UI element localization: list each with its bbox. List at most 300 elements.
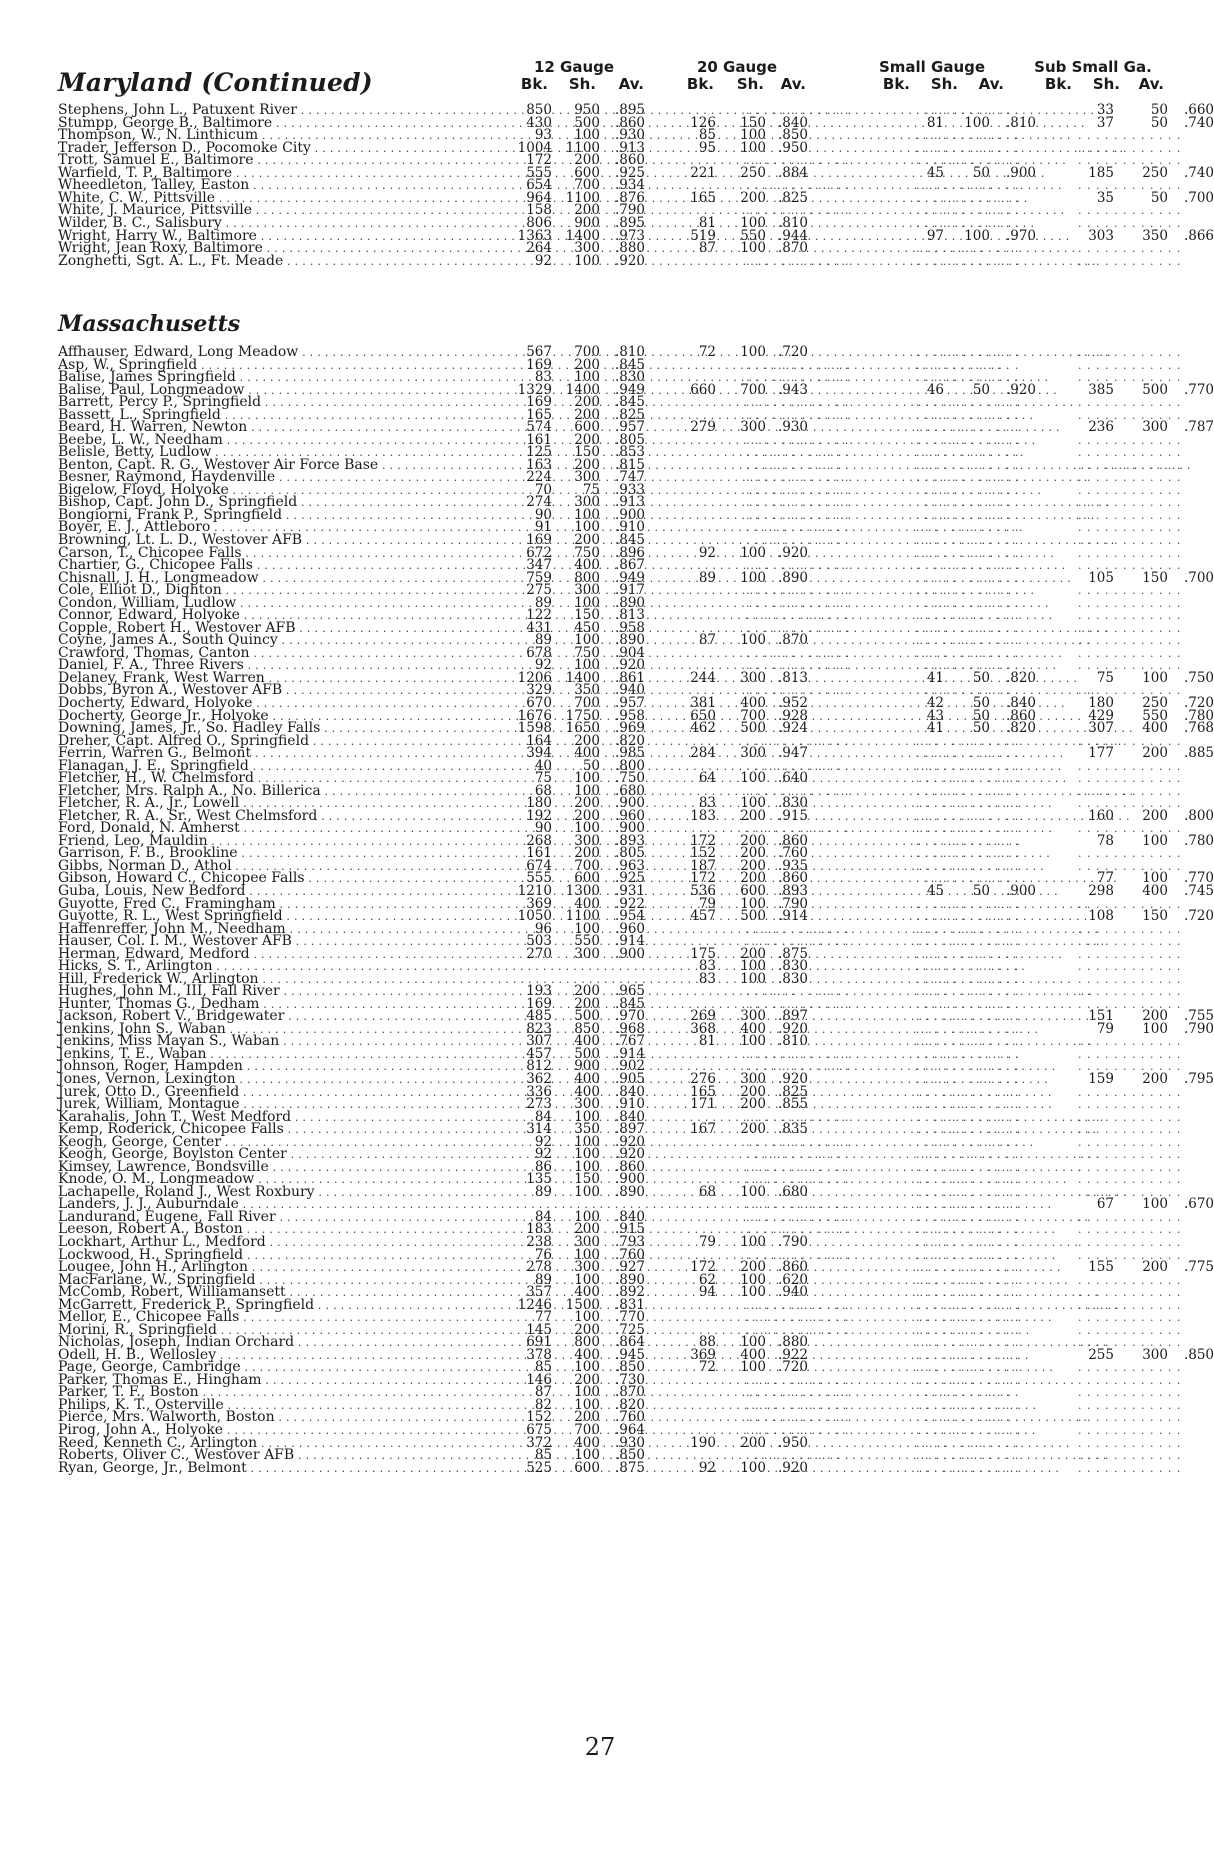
score-cell: .740 xyxy=(1183,115,1214,131)
score-cell: .902 xyxy=(614,1058,645,1074)
shooter-name: Fletcher, H., W. Chelmsford . . . xyxy=(58,772,504,785)
score-cell: 700 xyxy=(740,382,766,398)
shooter-name: Gibson, Howard C., Chicopee Falls . . . xyxy=(58,872,504,885)
score-cell: 89 xyxy=(534,595,552,611)
leader-dots: . . . . . . . . . . . . xyxy=(916,1336,1020,1349)
column-subheader: Sh. xyxy=(736,75,764,93)
score-cell: 1363 xyxy=(517,228,552,244)
shooter-name: Karahalis, John T., West Medford . . . xyxy=(58,1111,504,1124)
score-cell: 200 xyxy=(740,870,766,886)
score-cell: 800 xyxy=(574,570,600,586)
score-cell: 244 xyxy=(690,670,716,686)
score-cell: .740 xyxy=(1183,165,1214,181)
leader-dots: . . . . . . . . . . . . xyxy=(916,1299,1020,1312)
score-cell: 96 xyxy=(534,921,552,937)
shooter-name: Jackson, Robert V., Bridgewater . . . xyxy=(58,1010,504,1023)
table-row xyxy=(58,253,1182,269)
leader-dots: . . . . . . . . . . . . xyxy=(916,1098,1020,1111)
leader-dots: . . . . . . . . . . . . xyxy=(746,559,850,572)
score-cell: 1598 xyxy=(517,720,552,736)
leader-dots: . . . . . . . . . . . . xyxy=(916,735,1020,748)
score-cell: 400 xyxy=(1142,883,1168,899)
score-cell: 555 xyxy=(526,165,552,181)
leader-dots: . . . . . . . . . . . . xyxy=(746,521,850,534)
score-cell: .793 xyxy=(614,1234,645,1250)
score-cell: 89 xyxy=(534,1184,552,1200)
score-cell: 525 xyxy=(526,1460,552,1476)
score-cell: 1004 xyxy=(517,140,552,156)
score-cell: .780 xyxy=(1183,833,1214,849)
score-cell: 50 xyxy=(972,382,990,398)
shooter-name: Stephens, John L., Patuxent River . . . xyxy=(58,104,504,117)
leader-dots: . . . . . . . . . . . . xyxy=(1078,1424,1182,1437)
shooter-name: Hughes, John M., III, Fall River . . . xyxy=(58,985,504,998)
leader-dots: . . . . . . . . . . . . xyxy=(916,584,1020,597)
leader-dots: . . . . . . . . . . . . xyxy=(1078,1299,1182,1312)
score-cell: 1329 xyxy=(517,382,552,398)
leader-dots: . . . . . . . . . . . . xyxy=(746,1048,850,1061)
leader-dots: . . . . . . . . . . . . xyxy=(1078,1173,1182,1186)
leader-dots: . . . . . . . . . . . . xyxy=(916,973,1020,986)
score-cell: .928 xyxy=(777,708,808,724)
score-cell: 165 xyxy=(690,1084,716,1100)
score-cell: .920 xyxy=(614,253,645,269)
score-cell: 200 xyxy=(740,190,766,206)
shooter-name: Fletcher, R. A., Jr., Lowell . . . xyxy=(58,797,504,810)
score-cell: .930 xyxy=(777,419,808,435)
leader-dots: . . . . . . . . . . . . xyxy=(746,509,850,522)
score-cell: 1676 xyxy=(517,708,552,724)
shooter-name: Daniel, F. A., Three Rivers . . . xyxy=(58,659,504,672)
score-cell: 125 xyxy=(526,444,552,460)
score-cell: 200 xyxy=(740,1084,766,1100)
score-cell: 152 xyxy=(690,845,716,861)
score-cell: 250 xyxy=(1142,695,1168,711)
score-cell: 46 xyxy=(926,382,944,398)
shooter-name: Hill, Frederick W., Arlington . . . xyxy=(58,973,504,986)
score-cell: .866 xyxy=(1183,228,1214,244)
leader-dots: . . . . . . . . . . . . xyxy=(746,785,850,798)
score-cell: 42 xyxy=(926,695,944,711)
shooter-name: Keogh, George, Center . . . xyxy=(58,1136,504,1149)
score-cell: 200 xyxy=(574,432,600,448)
score-cell: 200 xyxy=(574,357,600,373)
leader-dots: . . . . . . . . . . . . xyxy=(746,1223,850,1236)
score-cell: 385 xyxy=(1088,382,1114,398)
score-cell: 555 xyxy=(526,870,552,886)
leader-dots: . . . . . . . . . . . . xyxy=(746,1386,850,1399)
score-cell: 70 xyxy=(534,482,552,498)
score-cell: .890 xyxy=(614,1272,645,1288)
score-cell: .890 xyxy=(777,570,808,586)
score-cell: .935 xyxy=(777,858,808,874)
shooter-name: Bongiorni, Frank P., Springfield . . . xyxy=(58,509,504,522)
score-cell: .917 xyxy=(614,582,645,598)
shooter-name: Docherty, George Jr., Holyoke . . . xyxy=(58,710,504,723)
leader-dots: . . . . . . . . . . . . xyxy=(746,255,850,268)
score-cell: 700 xyxy=(574,858,600,874)
score-cell: 193 xyxy=(526,983,552,999)
score-cell: .900 xyxy=(614,1171,645,1187)
score-cell: 200 xyxy=(574,1409,600,1425)
score-cell: 150 xyxy=(574,444,600,460)
table-row xyxy=(58,394,1182,410)
leader-dots: . . . . . . . . . . . . xyxy=(1078,1211,1182,1224)
score-cell: .914 xyxy=(777,908,808,924)
leader-dots: . . . . . . . . . . . . xyxy=(1078,346,1182,359)
score-cell: 200 xyxy=(740,1435,766,1451)
score-cell: .825 xyxy=(777,190,808,206)
score-cell: .958 xyxy=(614,708,645,724)
score-cell: 50 xyxy=(972,708,990,724)
score-cell: 300 xyxy=(1142,419,1168,435)
shooter-name: Fletcher, R. A., Sr., West Chelmsford . . . xyxy=(58,810,504,823)
leader-dots: . . . . . . . . . . . . xyxy=(1078,1374,1182,1387)
score-cell: 67 xyxy=(1096,1196,1114,1212)
leader-dots: . . . . . . . . . . . . xyxy=(1078,1311,1182,1324)
score-cell: .825 xyxy=(777,1084,808,1100)
score-cell: .950 xyxy=(777,1435,808,1451)
leader-dots: . . . . . . . . . . . . xyxy=(916,1386,1020,1399)
shooter-name: Friend, Leo, Mauldin . . . xyxy=(58,835,504,848)
leader-dots: . . . . . . . . . . . . xyxy=(916,547,1020,560)
leader-dots: . . . . . . . . . . . . xyxy=(916,104,1020,117)
leader-dots: . . . . . . . . . . . . xyxy=(1078,255,1182,268)
leader-dots: . . . . . . . . . . . . xyxy=(916,860,1020,873)
leader-dots: . . . . . . . . . . . . xyxy=(916,1073,1020,1086)
score-cell: 62 xyxy=(698,1272,716,1288)
score-cell: 100 xyxy=(574,921,600,937)
column-group-header xyxy=(496,58,652,98)
shooter-name: Leeson, Robert A., Boston . . . xyxy=(58,1223,504,1236)
score-cell: 300 xyxy=(574,833,600,849)
score-cell: 429 xyxy=(1088,708,1114,724)
leader-dots: . . . . . . . . . . . . xyxy=(746,104,850,117)
score-cell: 180 xyxy=(526,795,552,811)
leader-dots: . . . . . . . . . . . . xyxy=(916,434,1020,447)
score-cell: 72 xyxy=(698,344,716,360)
shooter-name: Roberts, Oliver C., Westover AFB . . . xyxy=(58,1449,504,1462)
leader-dots: . . . . . . . . . . . . xyxy=(746,1249,850,1262)
score-cell: 350 xyxy=(574,682,600,698)
score-cell: 536 xyxy=(690,883,716,899)
leader-dots: . . . . . . . . . . . . xyxy=(746,1148,850,1161)
leader-dots: . . . . . . . . . . . . xyxy=(916,1211,1020,1224)
shooter-name: Reed, Kenneth C., Arlington . . . xyxy=(58,1437,504,1450)
score-cell: .860 xyxy=(777,1259,808,1275)
leader-dots: . . . . . . . . . . . . xyxy=(1078,772,1182,785)
score-cell: 300 xyxy=(740,1071,766,1087)
score-cell: 37 xyxy=(1096,115,1114,131)
leader-dots: . . . . . . . . . . . . xyxy=(916,1411,1020,1424)
score-cell: 50 xyxy=(1150,115,1168,131)
leader-dots: . . . . . . . . . . . . xyxy=(1078,647,1182,660)
leader-dots: . . . . . . . . . . . . xyxy=(916,1311,1020,1324)
shooter-name: Chisnall, J. H., Longmeadow . . . xyxy=(58,572,504,585)
score-cell: 250 xyxy=(740,165,766,181)
score-cell: .750 xyxy=(1183,670,1214,686)
score-cell: .720 xyxy=(1183,908,1214,924)
leader-dots: . . . . . . . . . . . . xyxy=(746,1411,850,1424)
leader-dots: . . . . . . . . . . . . xyxy=(746,371,850,384)
score-cell: .680 xyxy=(614,783,645,799)
score-cell: .830 xyxy=(614,369,645,385)
leader-dots: . . . . . . . . . . . . xyxy=(916,1060,1020,1073)
score-cell: 336 xyxy=(526,1084,552,1100)
leader-dots: . . . . . . . . . . . . xyxy=(916,1023,1020,1036)
score-cell: 150 xyxy=(740,115,766,131)
shooter-name: Pierce, Mrs. Walworth, Boston . . . xyxy=(58,1411,504,1424)
score-cell: 81 xyxy=(698,215,716,231)
score-cell: 1400 xyxy=(565,382,600,398)
score-cell: .940 xyxy=(777,1284,808,1300)
score-cell: .934 xyxy=(614,177,645,193)
score-cell: 347 xyxy=(526,557,552,573)
score-cell: 172 xyxy=(690,1259,716,1275)
score-cell: 279 xyxy=(690,419,716,435)
score-cell: 90 xyxy=(534,820,552,836)
score-cell: 274 xyxy=(526,494,552,510)
score-cell: .860 xyxy=(614,152,645,168)
shooter-name: Thompson, W., N. Linthicum . . . xyxy=(58,129,504,142)
score-cell: 90 xyxy=(534,507,552,523)
score-cell: .954 xyxy=(614,908,645,924)
leader-dots: . . . . . . . . . . . . xyxy=(746,935,850,948)
score-cell: .845 xyxy=(614,996,645,1012)
leader-dots: . . . . . . . . . . . . xyxy=(746,459,850,472)
score-cell: .730 xyxy=(614,1372,645,1388)
score-cell: 81 xyxy=(926,115,944,131)
leader-dots: . . . . . . . . . . . . xyxy=(1078,985,1182,998)
leader-dots: . . . . . . . . . . . . xyxy=(1078,1136,1182,1149)
score-cell: .805 xyxy=(614,432,645,448)
score-cell: .897 xyxy=(614,1121,645,1137)
shooter-name: Pirog, John A., Holyoke . . . xyxy=(58,1424,504,1437)
score-cell: 950 xyxy=(574,102,600,118)
leader-dots: . . . . . . . . . . . . xyxy=(746,409,850,422)
shooter-name: Morini, R., Springfield . . . xyxy=(58,1324,504,1337)
score-cell: 400 xyxy=(574,1084,600,1100)
shooter-name: Warfield, T. P., Baltimore . . . xyxy=(58,167,504,180)
leader-dots: . . . . . . . . . . . . xyxy=(1078,1161,1182,1174)
score-cell: 750 xyxy=(574,645,600,661)
score-cell: 100 xyxy=(574,632,600,648)
score-cell: .680 xyxy=(777,1184,808,1200)
leader-dots: . . . . . . . . . . . . xyxy=(916,346,1020,359)
score-cell: 84 xyxy=(534,1109,552,1125)
score-cell: .620 xyxy=(777,1272,808,1288)
score-cell: .660 xyxy=(1183,102,1214,118)
score-cell: 100 xyxy=(574,1146,600,1162)
leader-dots: . . . . . . . . . . . . xyxy=(916,509,1020,522)
score-cell: 33 xyxy=(1096,102,1114,118)
score-cell: 224 xyxy=(526,469,552,485)
score-cell: 200 xyxy=(740,1259,766,1275)
score-cell: 268 xyxy=(526,833,552,849)
score-cell: 100 xyxy=(740,240,766,256)
score-cell: 500 xyxy=(740,720,766,736)
score-cell: 394 xyxy=(526,745,552,761)
score-cell: .914 xyxy=(614,933,645,949)
shooter-name: Jenkins, T. E., Waban . . . xyxy=(58,1048,504,1061)
score-cell: .880 xyxy=(777,1334,808,1350)
score-cell: 350 xyxy=(574,1121,600,1137)
leader-dots: . . . . . . . . . . . . xyxy=(916,1374,1020,1387)
score-cell: 100 xyxy=(574,1397,600,1413)
score-cell: 400 xyxy=(574,1284,600,1300)
score-cell: .840 xyxy=(614,1084,645,1100)
score-cell: 50 xyxy=(1150,102,1168,118)
score-cell: 369 xyxy=(690,1347,716,1363)
score-cell: 92 xyxy=(534,1146,552,1162)
score-cell: 200 xyxy=(1142,1259,1168,1275)
score-cell: .840 xyxy=(1005,695,1036,711)
score-cell: 100 xyxy=(964,115,990,131)
score-cell: 300 xyxy=(740,670,766,686)
score-cell: 43 xyxy=(926,708,944,724)
score-cell: 200 xyxy=(574,983,600,999)
shooter-name: Downing, James, Jr., So. Hadley Falls . . . xyxy=(58,722,504,735)
score-cell: 550 xyxy=(574,933,600,949)
leader-dots: . . . . . . . . . . . . xyxy=(916,255,1020,268)
shooter-name: Condon, William, Ludlow . . . xyxy=(58,597,504,610)
score-cell: 307 xyxy=(526,1033,552,1049)
score-cell: .755 xyxy=(1183,1008,1214,1024)
leader-dots: . . . . . . . . . . . . xyxy=(916,204,1020,217)
score-cell: 92 xyxy=(534,1134,552,1150)
shooter-name: Jenkins, Miss Mayan S., Waban . . . xyxy=(58,1035,504,1048)
leader-dots: . . . . . . . . . . . . xyxy=(1078,822,1182,835)
shooter-name: Stumpp, George B., Baltimore . . . xyxy=(58,117,504,130)
leader-dots: . . . . . . . . . . . . xyxy=(746,484,850,497)
score-cell: 200 xyxy=(574,407,600,423)
score-cell: 200 xyxy=(574,152,600,168)
score-cell: .900 xyxy=(614,795,645,811)
score-cell: 1050 xyxy=(517,908,552,924)
score-cell: 89 xyxy=(534,632,552,648)
score-cell: 50 xyxy=(582,758,600,774)
leader-dots: . . . . . . . . . . . . xyxy=(916,910,1020,923)
score-cell: 159 xyxy=(1088,1071,1114,1087)
score-cell: .893 xyxy=(777,883,808,899)
score-cell: 161 xyxy=(526,845,552,861)
score-cell: 275 xyxy=(526,582,552,598)
score-cell: 303 xyxy=(1088,228,1114,244)
score-cell: .640 xyxy=(777,770,808,786)
score-cell: 161 xyxy=(526,432,552,448)
score-cell: 165 xyxy=(690,190,716,206)
score-cell: .944 xyxy=(777,228,808,244)
leader-dots: . . . . . . . . . . . . xyxy=(916,359,1020,372)
score-cell: 400 xyxy=(574,1347,600,1363)
leader-dots: . . . . . . . . . . . . xyxy=(1078,559,1182,572)
column-group-header xyxy=(658,58,816,98)
score-cell: 89 xyxy=(698,570,716,586)
leader-dots: . . . . . . . . . . . . xyxy=(916,1136,1020,1149)
score-cell: 100 xyxy=(574,595,600,611)
score-cell: .820 xyxy=(614,733,645,749)
score-cell: 700 xyxy=(574,695,600,711)
leader-dots: . . . . . . . . . . . . xyxy=(1078,1236,1182,1249)
leader-dots: . . . . . . . . . . . . xyxy=(1078,1148,1182,1161)
score-cell: 100 xyxy=(740,971,766,987)
score-cell: .885 xyxy=(1183,745,1214,761)
score-cell: .870 xyxy=(614,1384,645,1400)
score-cell: 1400 xyxy=(565,670,600,686)
score-cell: .790 xyxy=(1183,1021,1214,1037)
score-cell: 1206 xyxy=(517,670,552,686)
leader-dots: . . . . . . . . . . . . xyxy=(916,1437,1020,1450)
score-cell: 200 xyxy=(740,845,766,861)
score-cell: .720 xyxy=(777,1359,808,1375)
score-cell: 100 xyxy=(574,1272,600,1288)
leader-dots: . . . . . . . . . . . . xyxy=(916,1173,1020,1186)
score-cell: 91 xyxy=(534,519,552,535)
shooter-name: Page, George, Cambridge . . . xyxy=(58,1361,504,1374)
score-cell: 100 xyxy=(574,1384,600,1400)
score-cell: .895 xyxy=(614,102,645,118)
leader-dots: . . . . . . . . . . . . xyxy=(916,847,1020,860)
score-cell: 503 xyxy=(526,933,552,949)
score-cell: 1750 xyxy=(565,708,600,724)
leader-dots: . . . . . . . . . . . . xyxy=(1078,948,1182,961)
shooter-name: Wilder, B. C., Salisbury . . . xyxy=(58,217,504,230)
score-cell: 400 xyxy=(574,1071,600,1087)
score-cell: 378 xyxy=(526,1347,552,1363)
shooter-name: Jones, Vernon, Lexington . . . xyxy=(58,1073,504,1086)
score-cell: 167 xyxy=(690,1121,716,1137)
score-cell: 300 xyxy=(740,745,766,761)
score-cell: .820 xyxy=(614,1397,645,1413)
shooter-name: Chartier, G., Chicopee Falls . . . xyxy=(58,559,504,572)
score-cell: 269 xyxy=(690,1008,716,1024)
leader-dots: . . . . . . . . . . . . xyxy=(916,935,1020,948)
score-cell: 87 xyxy=(534,1384,552,1400)
score-cell: 100 xyxy=(574,820,600,836)
score-cell: .875 xyxy=(614,1460,645,1476)
leader-dots: . . . . . . . . . . . . xyxy=(1078,434,1182,447)
leader-dots: . . . . . . . . . . . . xyxy=(916,1123,1020,1136)
leader-dots: . . . . . . . . . . . . xyxy=(1078,179,1182,192)
shooter-name: Odell, H. B., Wellosley . . . xyxy=(58,1349,504,1362)
score-cell: 100 xyxy=(574,519,600,535)
score-cell: .780 xyxy=(1183,708,1214,724)
score-cell: 368 xyxy=(690,1021,716,1037)
leader-dots: . . . . . . . . . . . . xyxy=(1078,142,1182,155)
leader-dots: . . . . . . . . . . . . xyxy=(746,1374,850,1387)
score-cell: 329 xyxy=(526,682,552,698)
column-group-title: Sub Small Ga. xyxy=(1034,58,1152,76)
leader-dots: . . . . . . . . . . . . xyxy=(746,1161,850,1174)
score-cell: 255 xyxy=(1088,1347,1114,1363)
score-cell: 100 xyxy=(740,1359,766,1375)
leader-dots: . . . . . . . . . . . . xyxy=(916,534,1020,547)
score-cell: .770 xyxy=(1183,382,1214,398)
score-cell: 1400 xyxy=(565,228,600,244)
score-cell: 200 xyxy=(740,1121,766,1137)
leader-dots: . . . . . . . . . . . . xyxy=(916,835,1020,848)
score-cell: 100 xyxy=(574,1359,600,1375)
score-cell: 600 xyxy=(574,870,600,886)
score-cell: 100 xyxy=(574,1247,600,1263)
score-cell: 79 xyxy=(698,1234,716,1250)
score-cell: .900 xyxy=(614,507,645,523)
score-cell: 78 xyxy=(1096,833,1114,849)
score-cell: 100 xyxy=(740,344,766,360)
leader-dots: . . . . . . . . . . . . xyxy=(1078,960,1182,973)
score-cell: 100 xyxy=(574,1209,600,1225)
section-title: Maryland (Continued) xyxy=(58,68,373,97)
